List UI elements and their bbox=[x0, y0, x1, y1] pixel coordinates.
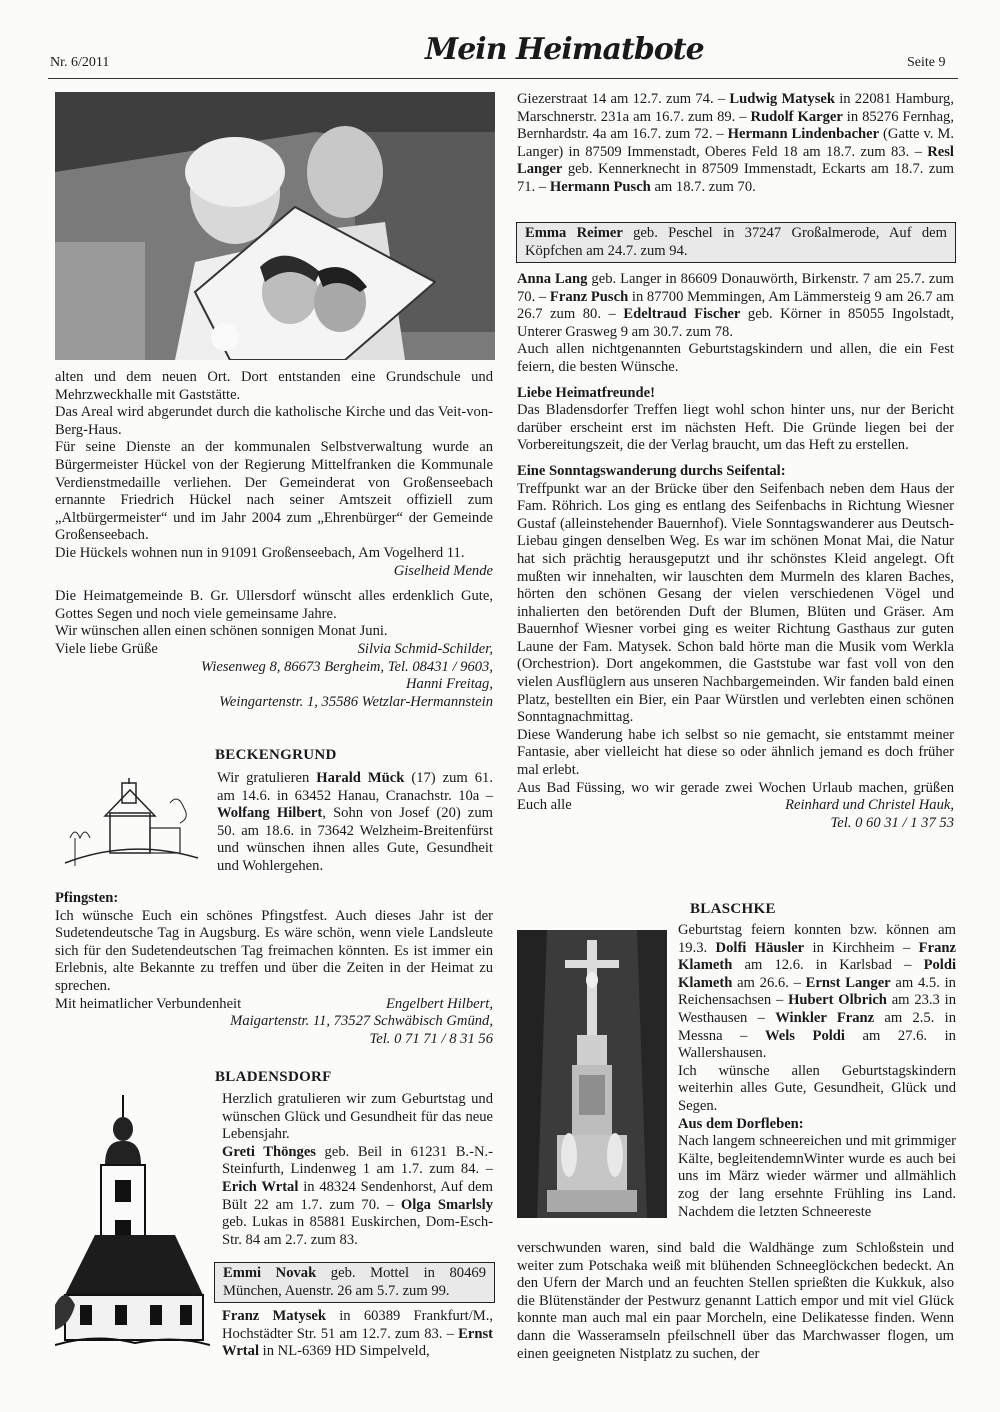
paragraph: Diese Wanderung habe ich selbst so nie gemacht, sie entstammt meiner Fantasie, aber vielleicht hat diese so oder ähnlich jemand es doch früher mal erlebt. bbox=[517, 726, 954, 779]
right-top-text bbox=[517, 91, 954, 197]
closing: Viele liebe Grüße bbox=[55, 640, 158, 657]
crucifix-photo bbox=[517, 930, 667, 1218]
text: geb. Mottel in 80469 München, Auenstr. 26 am 5.7. zum 99. bbox=[223, 1265, 486, 1299]
text: geb. Körner in 85055 Ingolstadt, Unterer Grasweg 9 am 30.7. zum 78. bbox=[517, 306, 954, 340]
text: geb. Beil in 61231 B.-N.-Steinfurth, Lindenweg 1 am 1.7. zum 84. – bbox=[222, 1143, 493, 1178]
right-mid-text bbox=[517, 271, 954, 832]
crucifix-graphic bbox=[517, 930, 667, 1218]
issue-number: Nr. 6/2011 bbox=[50, 55, 110, 70]
person-name: Wolfang Hilbert bbox=[217, 805, 323, 822]
person-name: Dolfi Häusler bbox=[715, 939, 805, 956]
person-name: Harald Mück bbox=[316, 770, 405, 786]
highlight-box-emma-reimer bbox=[516, 222, 956, 263]
closing: Mit heimatlicher Verbundenheit bbox=[55, 995, 242, 1012]
text: in Kirchheim – bbox=[804, 939, 911, 956]
signature: Hanni Freitag, bbox=[405, 676, 493, 693]
person-name: Hermann Lindenbacher bbox=[727, 126, 880, 143]
section-title-blaschke: BLASCHKE bbox=[690, 901, 776, 917]
beckengrund-text bbox=[217, 770, 493, 876]
signature: Reinhard und Christel Hauk, bbox=[785, 797, 954, 814]
person-name: Franz Klameth bbox=[678, 939, 956, 974]
text: am 23.3 in Westhausen – bbox=[678, 992, 956, 1026]
person-name: Emmi Novak bbox=[223, 1265, 317, 1281]
text: (17) zum 61. am 14.6. in 63452 Hanau, Cranachstr. 10a – bbox=[217, 770, 493, 804]
person-name: Edeltraud Fischer bbox=[623, 306, 741, 323]
person-name: Ernst Wrtal bbox=[222, 1325, 493, 1360]
highlight-box-emmi-novak bbox=[214, 1262, 495, 1303]
page-number: Seite 9 bbox=[907, 55, 946, 70]
pfingsten-block bbox=[55, 890, 493, 1048]
paragraph: Auch allen nichtgenannten Geburtstagskindern und allen, die ein Fest feiern, die besten Wünsche. bbox=[517, 341, 954, 375]
signature-address: Maigartenstr. 11, 73527 Schwäbisch Gmünd, bbox=[230, 1013, 493, 1030]
signature-phone: Tel. 0 60 31 / 1 37 53 bbox=[830, 814, 954, 831]
person-name: Erich Wrtal bbox=[222, 1178, 299, 1195]
text: am 18.7. zum 70. bbox=[650, 178, 756, 195]
person-name: Hermann Pusch bbox=[549, 178, 651, 195]
paragraph: Das Bladensdorfer Treffen liegt wohl schon hinter uns, nur der Bericht darüber erscheint erst im nächsten Heft. Die Gründe liegen bei der Vorbereitungszeit, die der Verlag braucht, um das Heft zu erstellen. bbox=[517, 402, 954, 454]
text: am 2.5. in Messna – bbox=[678, 1009, 957, 1044]
text: in 85276 Fernhag, Bernhardstr. 4a am 16.7. zum 72. – bbox=[517, 108, 954, 143]
subheading: Pfingsten: bbox=[55, 890, 119, 906]
paragraph: Das Areal wird abgerundet durch die katholische Kirche und das Veit-von-Berg-Haus. bbox=[55, 404, 493, 438]
blaschke-text-cont bbox=[517, 1240, 954, 1363]
left-intro bbox=[55, 369, 493, 711]
person-name: Ernst Langer bbox=[805, 974, 891, 991]
signature: Engelbert Hilbert, bbox=[385, 995, 493, 1012]
text: Giezerstraat 14 am 12.7. zum 74. – bbox=[517, 91, 726, 107]
text: Wir gratulieren bbox=[217, 770, 310, 786]
text: in NL-6369 HD Simpelveld, bbox=[259, 1343, 430, 1360]
person-name: Franz Pusch bbox=[549, 288, 629, 305]
header-rule bbox=[48, 78, 958, 79]
subheading: Eine Sonntagswanderung durchs Seifental: bbox=[517, 462, 786, 479]
paragraph: Ich wünsche Euch ein schönes Pfingstfest. Auch dieses Jahr ist der Sudetendeutsche Tag in Augsburg. Es wäre schön, wenn viele Landsleute sich für den Sudetendeutschen Tag freimachen könnten. Es ist immer ein Erlebnis, alte Bekannte zu treffen und über die Zeiten in der Heimat zu sprechen. bbox=[55, 907, 493, 994]
subheading: Liebe Heimatfreunde! bbox=[517, 384, 655, 401]
paragraph: Treffpunkt war an der Brücke über den Seifenbach neben dem Haus der Fam. Röhrich. Los ging es entlang des Seifenbachs in Richtung Wiesner Gustaf (alleinstehender Bauernhof). Viele Sonntagswanderer aus Deutsch-Liebau gingen denselben Weg. Es war im schönen Monat Mai, die Natur hat sich prächtig herausgeputzt und ihr schönstes Kleid angelegt. Oft mußten wir innehalten, wir lauschten dem Murmeln des klaren Baches, hörten den schönen Gesang der vielen verschiedenen Vögel und inhalierten den betörenden Duft der Blumen, Blüten und Gräser. Am Bauernhof Wiesner vorbei ging es weiter Richtung Gasthaus zur guten Laune der Fam. Matysek. Schon bald hörte man die Musik vom Werkla (Orchestrion). Dort angekommen, die Gaststube war fast voll von den vielen Ausflüglern aus unseren Nachbargemeinden. Wir fanden bald einen Platz, bestellten ein Bier, ein Paar Würstlen und verlebten einen schönen Sonntagnachmittag. bbox=[517, 480, 954, 726]
paragraph: verschwunden waren, sind bald die Waldhänge zum Schloßstein und weiter zum Potschaka weiß mit blühenden Schneeglöckchen bedeckt. An den Ufern der March und an feuchten Stellen sprießten die Kukkuk, also die Blütenständer der Pestwurz genannt Lattich empor und mit viel Glück konnte man auch mal ein paar Morcheln, eine Delikatesse finden. Wenn dann die Wasseramseln pfeilschnell über das Marchwasser flogen, um einen geeigneten Nistplatz zu suchen, der bbox=[517, 1240, 954, 1362]
paragraph: Die Heimatgemeinde B. Gr. Ullersdorf wünscht alles erdenklich Gute, Gottes Segen und noch viele gemeinsame Jahre. bbox=[55, 588, 493, 622]
masthead-title: Mein Heimatbote bbox=[425, 32, 704, 67]
person-name: Ludwig Matysek bbox=[729, 91, 835, 107]
person-name: Poldi Klameth bbox=[678, 957, 956, 991]
church-tower-icon bbox=[55, 1095, 210, 1350]
paragraph: Ich wünsche allen Geburtstagskindern weiterhin alles Gute, Gesundheit, Glück und Segen. bbox=[678, 1062, 956, 1114]
text: , Sohn von Josef (20) zum 50. am 18.6. in 73642 Welzheim-Breitenfürst und wünschen ihnen alles Gute, Gesundheit und Wohlergehen. bbox=[217, 805, 493, 874]
text: am 27.6. in Wallershausen. bbox=[678, 1027, 956, 1062]
paragraph: Herzlich gratulieren wir zum Geburtstag und wünschen Glück und Gesundheit für das neue Lebensjahr. bbox=[222, 1091, 493, 1143]
text: in 87700 Memmingen, Am Lämmersteig 9 am 26.7 am 26.7 zum 80. – bbox=[517, 288, 954, 323]
paragraph: Die Hückels wohnen nun in 91091 Großenseebach, Am Vogelherd 11. bbox=[55, 544, 465, 561]
paragraph: Nach langem schneereichen und mit grimmiger Kälte, begleitendemnWinter wurde es auch bei uns im März wieder wärmer und allmählich zog der lang ersehnte Frühling ins Land. Nachdem die letzten Schneereste bbox=[678, 1133, 956, 1220]
person-name: Anna Lang bbox=[517, 271, 588, 287]
paragraph: Wir wünschen allen einen schönen sonnigen Monat Juni. bbox=[55, 623, 388, 640]
church-icon bbox=[60, 778, 200, 873]
couple-photo-graphic bbox=[55, 92, 495, 360]
church-sketch-bladensdorf bbox=[55, 1095, 210, 1350]
text: Geburtstag feiern konnten bzw. können am 19.3. bbox=[678, 922, 956, 956]
bladensdorf-text-cont bbox=[222, 1308, 493, 1361]
text: geb. Peschel in 37247 Großalmerode, Auf dem Köpfchen am 24.7. zum 94. bbox=[525, 225, 947, 259]
paragraph: alten und dem neuen Ort. Dort entstanden eine Grundschule und Mehrzweckhalle mit Gaststätte. bbox=[55, 369, 493, 403]
person-name: Emma Reimer bbox=[525, 225, 623, 241]
person-name: Winkler Franz bbox=[775, 1009, 875, 1026]
text: Aus Bad Füssing, wo wir gerade zwei Wochen Urlaub machen, grüßen Euch alle bbox=[517, 779, 954, 814]
person-name: Hubert Olbrich bbox=[788, 992, 887, 1009]
church-sketch-beckengrund bbox=[60, 778, 200, 873]
person-name: Olga Smarlsly bbox=[400, 1196, 493, 1213]
signature-address: Weingartenstr. 1, 35586 Wetzlar-Hermannstein bbox=[219, 693, 493, 710]
text: am 4.5. in Reichensachsen – bbox=[678, 974, 956, 1009]
text: am 26.6. – bbox=[732, 974, 801, 991]
person-name: Resl Langer bbox=[517, 143, 954, 178]
signature-phone: Tel. 0 71 71 / 8 31 56 bbox=[369, 1030, 493, 1047]
text: in 60389 Frankfurt/M., Hochstädter Str. 51 am 12.7. zum 83. – bbox=[222, 1308, 493, 1342]
person-name: Rudolf Karger bbox=[750, 108, 843, 125]
bladensdorf-text bbox=[222, 1091, 493, 1249]
person-name: Franz Matysek bbox=[222, 1308, 327, 1324]
text: geb. Lukas in 85881 Euskirchen, Dom-Esch-Str. 84 am 2.7. zum 83. bbox=[222, 1214, 493, 1248]
signature: Silvia Schmid-Schilder, bbox=[357, 640, 493, 657]
signature-address: Wiesenweg 8, 86673 Bergheim, Tel. 08431 / 9603, bbox=[201, 658, 493, 675]
text: geb. Kennerknecht in 87509 Immenstadt, Eckarts am 18.7. zum 71. – bbox=[517, 161, 954, 195]
subheading: Aus dem Dorfleben: bbox=[678, 1115, 804, 1132]
text: am 12.6. in Karlsbad – bbox=[732, 957, 912, 974]
section-title-beckengrund: BECKENGRUND bbox=[215, 747, 337, 763]
paragraph: Für seine Dienste an der kommunalen Selbstverwaltung wurde an Bürgermeister Hückel von der Regierung Mittelfranken die Kommunale Verdienstmedaille verliehen. Der Gemeinderat von Großenseebach ernannte Friedrich Hückel nach seiner Amtszeit offiziell zum „Altbürgermeister“ und im Jahr 2004 zum „Ehrenbürger“ der Gemeinde Großenseebach. bbox=[55, 439, 493, 544]
text: (Gatte v. M. Langer) in 87509 Immenstadt, Oberes Feld 18 am 18.7. zum 83. – bbox=[517, 126, 954, 160]
text: in 22081 Hamburg, Marschnerstr. 231a am 16.7. zum 89. – bbox=[517, 91, 954, 125]
text: in 48324 Sendenhorst, Auf dem Bült 22 am 1.7. zum 70. – bbox=[222, 1178, 493, 1213]
blaschke-text bbox=[678, 922, 956, 1221]
person-name: Greti Thönges bbox=[222, 1143, 316, 1160]
couple-photo bbox=[55, 92, 495, 360]
section-title-bladensdorf: BLADENSDORF bbox=[215, 1069, 332, 1085]
signature: Giselheid Mende bbox=[393, 562, 493, 579]
text: geb. Langer in 86609 Donauwörth, Birkenstr. 7 am 25.7. zum 70. – bbox=[517, 271, 954, 305]
person-name: Wels Poldi bbox=[764, 1027, 845, 1044]
